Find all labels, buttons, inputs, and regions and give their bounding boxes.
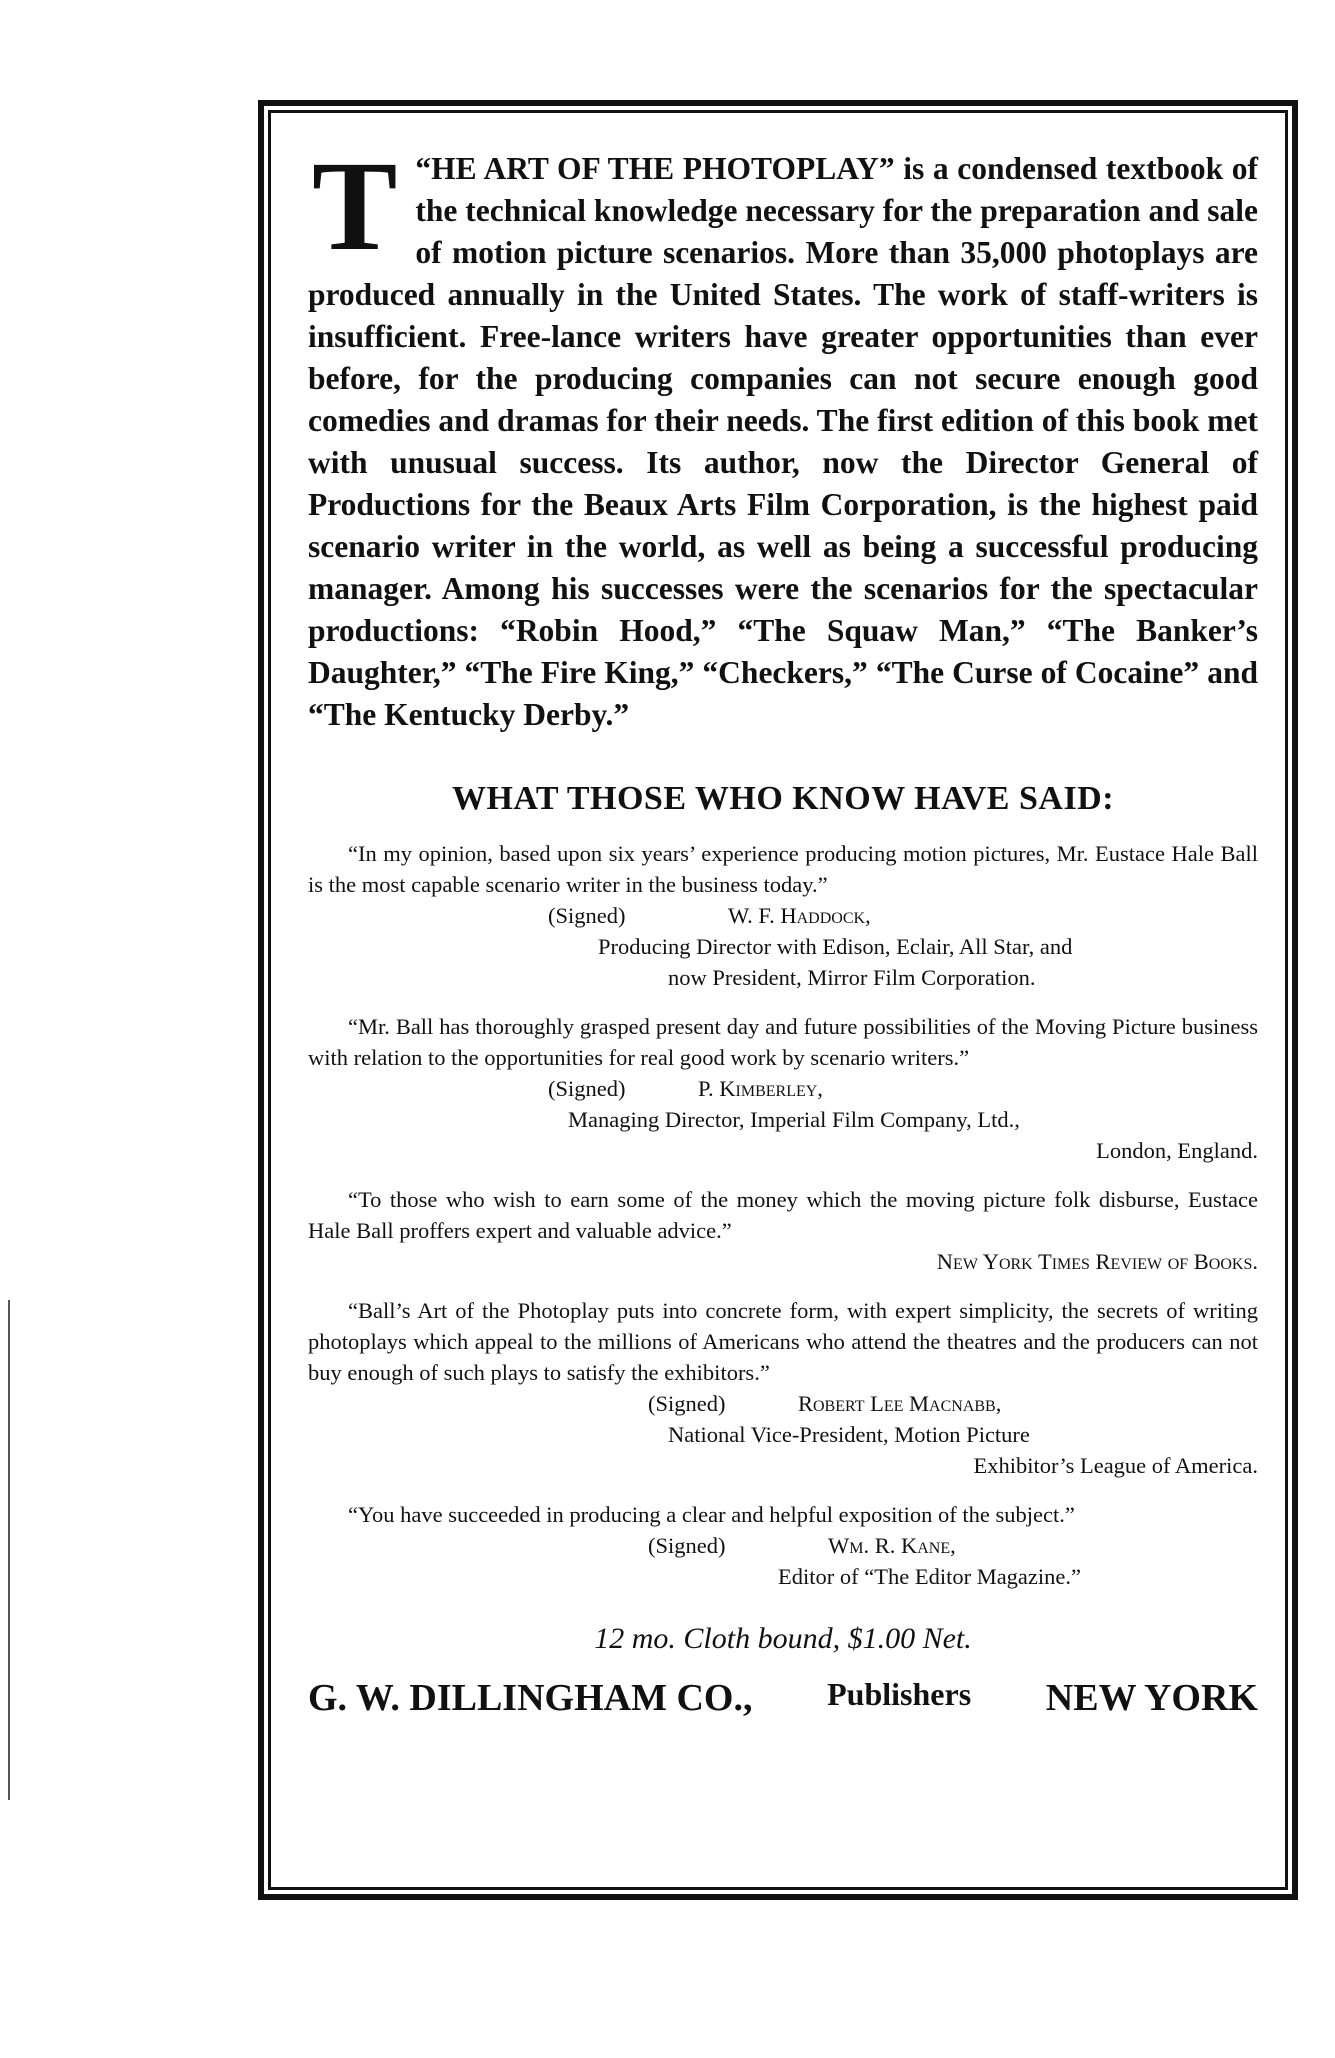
testimonial-quote: “Mr. Ball has thoroughly grasped present day and future possibilities of the Moving Picture business with relation to the opportunities for real good work by scenario writers.”: [308, 1014, 1258, 1070]
signer-title: Editor of “The Editor Magazine.”: [778, 1564, 1082, 1589]
testimonial-quote: “Ball’s Art of the Photoplay puts into concrete form, with expert simplicity, the secrets of writing photoplays which appeal to the millions of Americans who attend the theatres and the producers can not buy enough of such plays to satisfy the exhibitors.”: [308, 1298, 1258, 1385]
testimonial-signature: [308, 900, 1258, 931]
left-margin-rule: [8, 1300, 10, 1800]
testimonial-quote: “In my opinion, based upon six years’ experience producing motion pictures, Mr. Eustace Hale Ball is the most capable scenario writer in the business today.”: [308, 841, 1258, 897]
testimonial-signature: [308, 1530, 1258, 1561]
intro-paragraph: [308, 135, 1258, 736]
advertisement-page: [308, 135, 1258, 1720]
testimonial: [308, 1499, 1258, 1592]
intro-text: HE ART OF THE PHOTOPLAY” is a condensed textbook of the technical knowledge necessary for the preparation and sale of motion picture scenarios. More than 35,000 photoplays are produced annually in the United States. The work of staff-writers is insufficient. Free-lance writers have greater opportunities than ever before, for the producing companies can not secure enough good comedies and dramas for their needs. The first edition of this book met with unusual success. Its author, now the Director General of Productions for the Beaux Arts Film Corporation, is the highest paid scenario writer in the world, as well as being a successful producing manager. Among his successes were the scenarios for the spectacular productions: “Robin Hood,” “The Squaw Man,” “The Banker’s Daughter,” “The Fire King,” “Checkers,” “The Curse of Cocaine” and “The Kentucky Derby.”: [308, 151, 1258, 732]
testimonial-quote: “You have succeeded in producing a clear and helpful exposition of the subject.”: [348, 1502, 1075, 1527]
testimonial-source: New York Times Review of Books.: [936, 1249, 1258, 1274]
publisher-city: NEW YORK: [1045, 1677, 1258, 1719]
signer-title: Producing Director with Edison, Eclair, All Star, and: [598, 934, 1073, 959]
publisher-role: Publishers: [827, 1676, 972, 1712]
signer-title: Exhibitor’s League of America.: [973, 1453, 1258, 1478]
testimonial: [308, 1295, 1258, 1481]
testimonial-signature: [308, 1073, 1258, 1104]
testimonials-heading: WHAT THOSE WHO KNOW HAVE SAID:: [451, 780, 1115, 817]
signer-title: London, England.: [1096, 1138, 1258, 1163]
signed-label: (Signed): [648, 1391, 726, 1416]
testimonial: [308, 1184, 1258, 1277]
signed-label: (Signed): [548, 1076, 626, 1101]
signer-name: Robert Lee Macnabb,: [798, 1391, 1002, 1416]
signer-title: now President, Mirror Film Corporation.: [668, 965, 1036, 990]
publisher-name: G. W. DILLINGHAM CO.,: [308, 1677, 753, 1719]
publisher-line: [308, 1676, 1258, 1720]
signer-name: Wm. R. Kane,: [828, 1533, 956, 1558]
drop-cap: T: [312, 135, 398, 277]
signer-name: P. Kimberley,: [698, 1076, 823, 1101]
testimonial: [308, 838, 1258, 993]
signed-label: (Signed): [548, 903, 626, 928]
testimonial-quote: “To those who wish to earn some of the money which the moving picture folk disburse, Eustace Hale Ball proffers expert and valuable advice.”: [308, 1187, 1258, 1243]
testimonial-signature: [308, 1388, 1258, 1419]
testimonial: [308, 1011, 1258, 1166]
price-line: 12 mo. Cloth bound, $1.00 Net.: [594, 1622, 972, 1655]
signer-title: National Vice-President, Motion Picture: [668, 1422, 1030, 1447]
signed-label: (Signed): [648, 1533, 726, 1558]
signer-name: W. F. Haddock,: [728, 903, 871, 928]
signer-title: Managing Director, Imperial Film Company, Ltd.,: [568, 1107, 1020, 1132]
intro-open-quote: “: [415, 151, 432, 186]
